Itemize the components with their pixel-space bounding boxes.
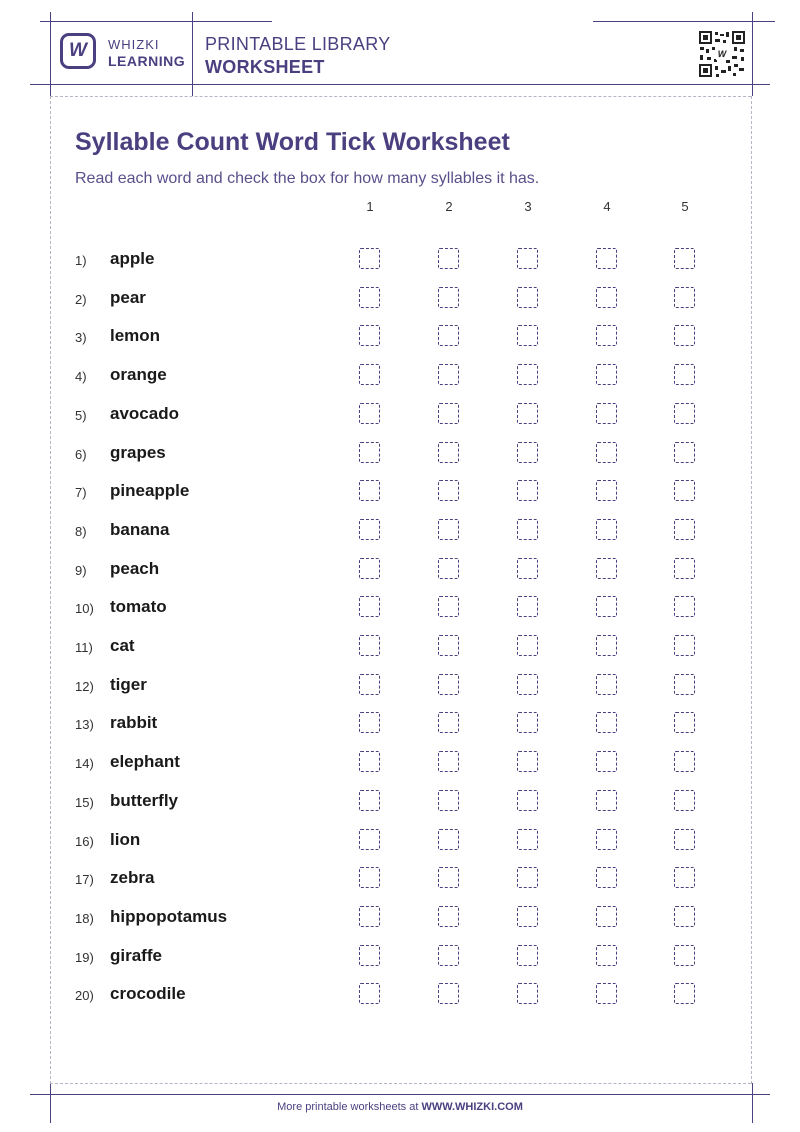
syllable-checkbox-2[interactable] — [438, 519, 459, 540]
word-row — [0, 245, 800, 275]
word-row — [0, 864, 800, 894]
row-word: lion — [110, 829, 141, 849]
row-number: 3) — [75, 330, 87, 346]
syllable-checkbox-2[interactable] — [438, 325, 459, 346]
syllable-checkbox-1[interactable] — [359, 790, 380, 811]
row-number: 2) — [75, 291, 87, 307]
syllable-checkbox-5[interactable] — [674, 248, 695, 269]
syllable-checkbox-1[interactable] — [359, 983, 380, 1004]
syllable-checkbox-4[interactable] — [596, 287, 617, 308]
row-word: avocado — [110, 403, 179, 423]
footer-text — [0, 1101, 800, 1113]
row-word: cat — [110, 636, 135, 655]
row-word: tiger — [110, 674, 147, 694]
column-header-1: 1 — [366, 199, 374, 214]
word-row — [0, 709, 800, 739]
row-number: 5) — [75, 407, 87, 423]
row-number: 10) — [75, 601, 94, 617]
row-word: hippopotamus — [110, 906, 228, 926]
syllable-checkbox-4[interactable] — [596, 403, 617, 424]
footer-link[interactable]: WWW.WHIZKI.COM — [421, 1101, 523, 1113]
word-row — [0, 477, 800, 507]
syllable-checkbox-3[interactable] — [517, 751, 538, 772]
word-row — [0, 903, 800, 933]
word-row — [0, 942, 800, 972]
syllable-checkbox-5[interactable] — [674, 867, 695, 888]
header-divider-vline — [192, 12, 193, 96]
syllable-checkbox-3[interactable] — [517, 248, 538, 269]
syllable-checkbox-2[interactable] — [438, 596, 459, 617]
syllable-checkbox-3[interactable] — [517, 790, 538, 811]
page-border-bottom — [50, 1083, 751, 1084]
syllable-checkbox-4[interactable] — [596, 790, 617, 811]
syllable-checkbox-3[interactable] — [517, 442, 538, 463]
row-number: 6) — [75, 446, 87, 462]
syllable-checkbox-3[interactable] — [517, 983, 538, 1004]
syllable-checkbox-2[interactable] — [438, 364, 459, 385]
row-word: banana — [110, 519, 170, 539]
row-number: 14) — [75, 756, 94, 772]
syllable-checkbox-3[interactable] — [517, 867, 538, 888]
word-row — [0, 555, 800, 585]
syllable-checkbox-4[interactable] — [596, 596, 617, 617]
syllable-checkbox-5[interactable] — [674, 325, 695, 346]
row-number: 8) — [75, 523, 87, 539]
syllable-checkbox-4[interactable] — [596, 906, 617, 927]
header-top-line-right — [593, 21, 775, 22]
syllable-checkbox-1[interactable] — [359, 558, 380, 579]
syllable-checkbox-3[interactable] — [517, 287, 538, 308]
row-number: 18) — [75, 910, 94, 926]
word-row — [0, 593, 800, 623]
syllable-checkbox-1[interactable] — [359, 712, 380, 733]
syllable-checkbox-4[interactable] — [596, 558, 617, 579]
syllable-checkbox-4[interactable] — [596, 867, 617, 888]
syllable-checkbox-2[interactable] — [438, 635, 459, 656]
syllable-checkbox-2[interactable] — [438, 867, 459, 888]
syllable-checkbox-1[interactable] — [359, 248, 380, 269]
syllable-checkbox-3[interactable] — [517, 906, 538, 927]
syllable-checkbox-3[interactable] — [517, 674, 538, 695]
syllable-checkbox-2[interactable] — [438, 906, 459, 927]
syllable-checkbox-2[interactable] — [438, 751, 459, 772]
brand-name-bottom: LEARNING — [108, 53, 186, 69]
syllable-checkbox-5[interactable] — [674, 983, 695, 1004]
row-number: 12) — [75, 678, 94, 694]
word-row — [0, 361, 800, 391]
syllable-checkbox-1[interactable] — [359, 403, 380, 424]
syllable-checkbox-5[interactable] — [674, 945, 695, 966]
row-number: 11) — [75, 640, 93, 655]
syllable-checkbox-1[interactable] — [359, 635, 380, 656]
row-word: butterfly — [110, 790, 178, 810]
syllable-checkbox-5[interactable] — [674, 287, 695, 308]
row-number: 17) — [75, 872, 94, 888]
column-header-5: 5 — [681, 199, 689, 214]
row-word: apple — [110, 249, 155, 268]
syllable-checkbox-2[interactable] — [438, 790, 459, 811]
syllable-checkbox-4[interactable] — [596, 712, 617, 733]
syllable-checkbox-1[interactable] — [359, 867, 380, 888]
syllable-checkbox-3[interactable] — [517, 558, 538, 579]
row-number: 20) — [75, 988, 94, 1004]
syllable-checkbox-4[interactable] — [596, 945, 617, 966]
page-border-top — [50, 96, 751, 97]
row-word: crocodile — [110, 984, 186, 1004]
word-row — [0, 400, 800, 430]
column-header-4: 4 — [603, 199, 611, 214]
syllable-checkbox-1[interactable] — [359, 906, 380, 927]
syllable-checkbox-4[interactable] — [596, 519, 617, 540]
word-row — [0, 284, 800, 314]
header-bottom-line — [30, 84, 770, 85]
row-number: 19) — [75, 949, 94, 965]
syllable-checkbox-3[interactable] — [517, 635, 538, 656]
row-word: grapes — [110, 442, 166, 462]
syllable-checkbox-3[interactable] — [517, 403, 538, 424]
word-row — [0, 322, 800, 352]
syllable-checkbox-5[interactable] — [674, 674, 695, 695]
row-word: tomato — [110, 597, 167, 617]
syllable-checkbox-5[interactable] — [674, 558, 695, 579]
syllable-checkbox-2[interactable] — [438, 287, 459, 308]
word-row — [0, 516, 800, 546]
worksheet-label: WORKSHEET — [205, 57, 325, 77]
qr-code-icon — [698, 30, 746, 78]
syllable-checkbox-4[interactable] — [596, 829, 617, 850]
syllable-checkbox-4[interactable] — [596, 635, 617, 656]
syllable-checkbox-3[interactable] — [517, 364, 538, 385]
word-row — [0, 826, 800, 856]
worksheet-instructions: Read each word and check the box for how many syllables it has. — [75, 170, 540, 187]
syllable-checkbox-5[interactable] — [674, 829, 695, 850]
row-number: 9) — [75, 562, 87, 578]
syllable-checkbox-2[interactable] — [438, 945, 459, 966]
syllable-checkbox-5[interactable] — [674, 635, 695, 656]
library-label: PRINTABLE LIBRARY — [205, 34, 391, 54]
syllable-checkbox-2[interactable] — [438, 829, 459, 850]
syllable-checkbox-1[interactable] — [359, 829, 380, 850]
row-number: 15) — [75, 794, 94, 810]
syllable-checkbox-5[interactable] — [674, 364, 695, 385]
syllable-checkbox-5[interactable] — [674, 480, 695, 501]
syllable-checkbox-2[interactable] — [438, 983, 459, 1004]
syllable-checkbox-1[interactable] — [359, 325, 380, 346]
row-number: 4) — [75, 369, 87, 385]
row-number: 1) — [75, 253, 87, 268]
word-row — [0, 439, 800, 469]
syllable-checkbox-3[interactable] — [517, 480, 538, 501]
syllable-checkbox-5[interactable] — [674, 712, 695, 733]
syllable-checkbox-4[interactable] — [596, 751, 617, 772]
syllable-checkbox-1[interactable] — [359, 480, 380, 501]
logo-icon: W — [60, 33, 96, 69]
syllable-checkbox-3[interactable] — [517, 325, 538, 346]
syllable-checkbox-1[interactable] — [359, 442, 380, 463]
syllable-checkbox-4[interactable] — [596, 480, 617, 501]
syllable-checkbox-2[interactable] — [438, 712, 459, 733]
header-top-line-left — [40, 21, 272, 22]
row-number: 13) — [75, 717, 94, 733]
syllable-checkbox-1[interactable] — [359, 519, 380, 540]
column-header-2: 2 — [445, 199, 453, 214]
syllable-checkbox-4[interactable] — [596, 325, 617, 346]
row-word: lemon — [110, 326, 161, 346]
syllable-checkbox-5[interactable] — [674, 906, 695, 927]
row-word: giraffe — [110, 945, 162, 965]
syllable-checkbox-5[interactable] — [674, 790, 695, 811]
syllable-checkbox-2[interactable] — [438, 248, 459, 269]
header-right-vline — [752, 12, 753, 96]
syllable-checkbox-4[interactable] — [596, 674, 617, 695]
syllable-checkbox-3[interactable] — [517, 945, 538, 966]
syllable-checkbox-5[interactable] — [674, 403, 695, 424]
header-left-vline — [50, 12, 51, 96]
syllable-checkbox-4[interactable] — [596, 983, 617, 1004]
syllable-checkbox-1[interactable] — [359, 364, 380, 385]
row-number: 7) — [75, 485, 87, 501]
syllable-checkbox-5[interactable] — [674, 596, 695, 617]
syllable-checkbox-4[interactable] — [596, 364, 617, 385]
brand-name-top: WHIZKI — [108, 37, 160, 52]
row-number: 16) — [75, 833, 94, 849]
syllable-checkbox-4[interactable] — [596, 442, 617, 463]
syllable-checkbox-4[interactable] — [596, 248, 617, 269]
syllable-checkbox-1[interactable] — [359, 945, 380, 966]
syllable-checkbox-3[interactable] — [517, 712, 538, 733]
syllable-checkbox-2[interactable] — [438, 480, 459, 501]
syllable-checkbox-2[interactable] — [438, 403, 459, 424]
column-header-3: 3 — [524, 199, 532, 214]
word-row — [0, 632, 800, 662]
row-word: rabbit — [110, 713, 158, 733]
syllable-checkbox-2[interactable] — [438, 674, 459, 695]
syllable-checkbox-3[interactable] — [517, 829, 538, 850]
worksheet-title: Syllable Count Word Tick Worksheet — [75, 128, 510, 156]
syllable-checkbox-2[interactable] — [438, 442, 459, 463]
syllable-checkbox-1[interactable] — [359, 674, 380, 695]
row-word: peach — [110, 558, 160, 578]
syllable-checkbox-3[interactable] — [517, 519, 538, 540]
word-row — [0, 671, 800, 701]
qr-center-label: W — [717, 49, 727, 59]
row-word: pineapple — [110, 481, 190, 501]
row-word: pear — [110, 287, 146, 307]
word-row — [0, 748, 800, 778]
row-word: zebra — [110, 868, 155, 888]
footer-top-line — [30, 1094, 770, 1095]
footer-prefix: More printable worksheets at — [277, 1101, 422, 1113]
row-word: elephant — [110, 752, 180, 772]
syllable-checkbox-1[interactable] — [359, 751, 380, 772]
syllable-checkbox-2[interactable] — [438, 558, 459, 579]
syllable-checkbox-5[interactable] — [674, 751, 695, 772]
syllable-checkbox-5[interactable] — [674, 442, 695, 463]
word-row — [0, 787, 800, 817]
syllable-checkbox-1[interactable] — [359, 596, 380, 617]
syllable-checkbox-1[interactable] — [359, 287, 380, 308]
syllable-checkbox-5[interactable] — [674, 519, 695, 540]
syllable-checkbox-3[interactable] — [517, 596, 538, 617]
word-row — [0, 980, 800, 1010]
row-word: orange — [110, 365, 167, 385]
